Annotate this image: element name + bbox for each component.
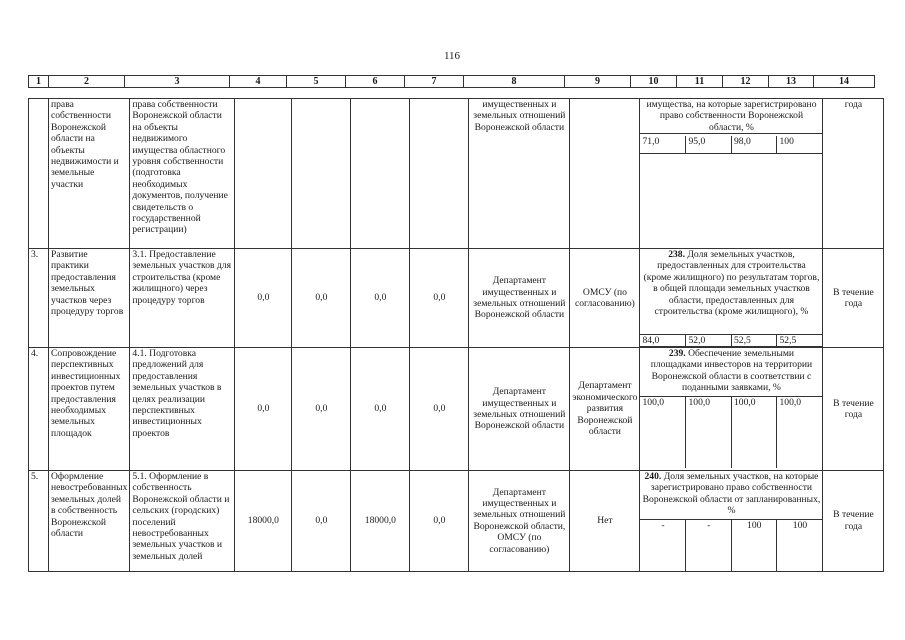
table-row [29,99,884,249]
indicator-value: 100,0 [731,396,777,468]
indicator-number: 240. [644,471,662,482]
co-executor: ОМСУ (по согласованию) [570,249,640,348]
event-name: права собственности Воронежской области на объекты недвижимого имущества областного уровня собственности (подготовка необходимых документов, получение свидетельств о государственной регистрации) [130,99,235,249]
indicator-number: 238. [668,249,685,260]
indicator-values [640,519,822,571]
indicator-value: 100,0 [640,396,686,468]
funding-col-4: 0,0 [235,348,292,471]
funding-col-6: 0,0 [351,348,410,471]
indicator-text: имущества, на которые зарегистрировано право собственности Воронежской области, % [640,99,822,134]
indicator-value: - [686,519,732,571]
row-number: 3. [29,249,49,348]
row-number [29,99,49,249]
measure-name: Развитие практики предоставления земельных участков через процедуру торгов [49,249,130,348]
indicator-values [640,136,822,154]
executor: Департамент имущественных и земельных отношений Воронежской области [469,249,570,348]
executor: Департамент имущественных и земельных отношений Воронежской области, ОМСУ (по согласованию) [469,471,570,572]
executor: имущественных и земельных отношений Воронежской области [469,99,570,249]
indicator-cell [640,99,823,249]
funding-col-7: 0,0 [410,348,469,471]
indicator-number: 239. [668,348,686,359]
indicator-values [640,334,822,347]
header-col-13: 13 [769,76,814,88]
funding-col-7: 0,0 [410,471,469,572]
indicator-value: 100,0 [686,396,732,468]
indicator-value: 52,0 [686,335,732,347]
funding-col-4: 0,0 [235,249,292,348]
indicator-text: Обеспечение земельными площадками инвесторов на территории Воронежской области в соответствии с поданными заявками, % [650,348,813,394]
measure-name: права собственности Воронежской области на объекты недвижимости и земельные участки [49,99,130,249]
header-col-11: 11 [677,76,723,88]
header-col-9: 9 [565,76,631,88]
funding-col-7: 0,0 [410,249,469,348]
co-executor [570,99,640,249]
indicator-text: Доля земельных участков, предоставленных для строительства (кроме жилищного) по результатам торгов, в общей площади земельных участков области, предоставленных для строительства (кроме жилищного), % [643,249,820,318]
indicator-cell [640,471,823,572]
header-col-1: 1 [29,76,49,88]
indicator-values [640,396,822,468]
measure-name: Оформление невостребованных земельных долей в собственность Воронежской области [49,471,130,572]
indicator-value: 100,0 [777,396,823,468]
page-number: 116 [443,50,461,62]
table-row [29,249,884,348]
funding-col-6 [351,99,410,249]
event-name: 5.1. Оформление в собственность Воронежской области и сельских (городских) поселений невостребованных земельных участков и земельных долей [130,471,235,572]
event-name: 3.1. Предоставление земельных участков для строительства (кроме жилищного) через процедуру торгов [130,249,235,348]
header-col-3: 3 [125,76,230,88]
indicator-value: 95,0 [686,136,732,154]
term: В течение года [823,249,884,348]
header-col-2: 2 [49,76,125,88]
funding-col-4: 18000,0 [235,471,292,572]
indicator-value: 100 [777,136,823,154]
header-col-5: 5 [287,76,346,88]
indicator-value: 100 [777,519,823,571]
funding-col-6: 18000,0 [351,471,410,572]
indicator-value: 52,5 [731,335,777,347]
table-row [29,348,884,471]
funding-col-4 [235,99,292,249]
indicator-value: 84,0 [640,335,686,347]
header-col-12: 12 [723,76,769,88]
co-executor: Департамент экономического развития Воронежской области [570,348,640,471]
header-col-7: 7 [405,76,464,88]
term: В течение года [823,348,884,471]
row-number: 4. [29,348,49,471]
funding-col-5: 0,0 [292,348,351,471]
measure-name: Сопровождение перспективных инвестиционных проектов путем предоставления необходимых земельных площадок [49,348,130,471]
funding-col-7 [410,99,469,249]
indicator-cell [640,348,823,471]
indicator-value: 98,0 [731,136,777,154]
program-table [28,98,884,572]
funding-col-6: 0,0 [351,249,410,348]
funding-col-5: 0,0 [292,471,351,572]
term: В течение года [823,471,884,572]
funding-col-5 [292,99,351,249]
indicator-value: 71,0 [640,136,686,154]
indicator-text: Доля земельных участков, на которые зарегистрировано право собственности Воронежской области от запланированных, % [642,471,821,517]
co-executor: Нет [570,471,640,572]
header-number-row [28,75,875,88]
event-name: 4.1. Подготовка предложений для предоставления земельных участков в целях реализации перспективных инвестиционных проектов [130,348,235,471]
indicator-value: - [640,519,686,571]
header-col-14: 14 [814,76,875,88]
header-col-4: 4 [230,76,287,88]
indicator-value: 52,5 [777,335,823,347]
table-row [29,471,884,572]
indicator-cell [640,249,823,348]
header-col-10: 10 [631,76,677,88]
header-col-8: 8 [464,76,565,88]
funding-col-5: 0,0 [292,249,351,348]
header-col-6: 6 [346,76,405,88]
executor: Департамент имущественных и земельных отношений Воронежской области [469,348,570,471]
indicator-value: 100 [731,519,777,571]
row-number: 5. [29,471,49,572]
term: года [823,99,884,249]
